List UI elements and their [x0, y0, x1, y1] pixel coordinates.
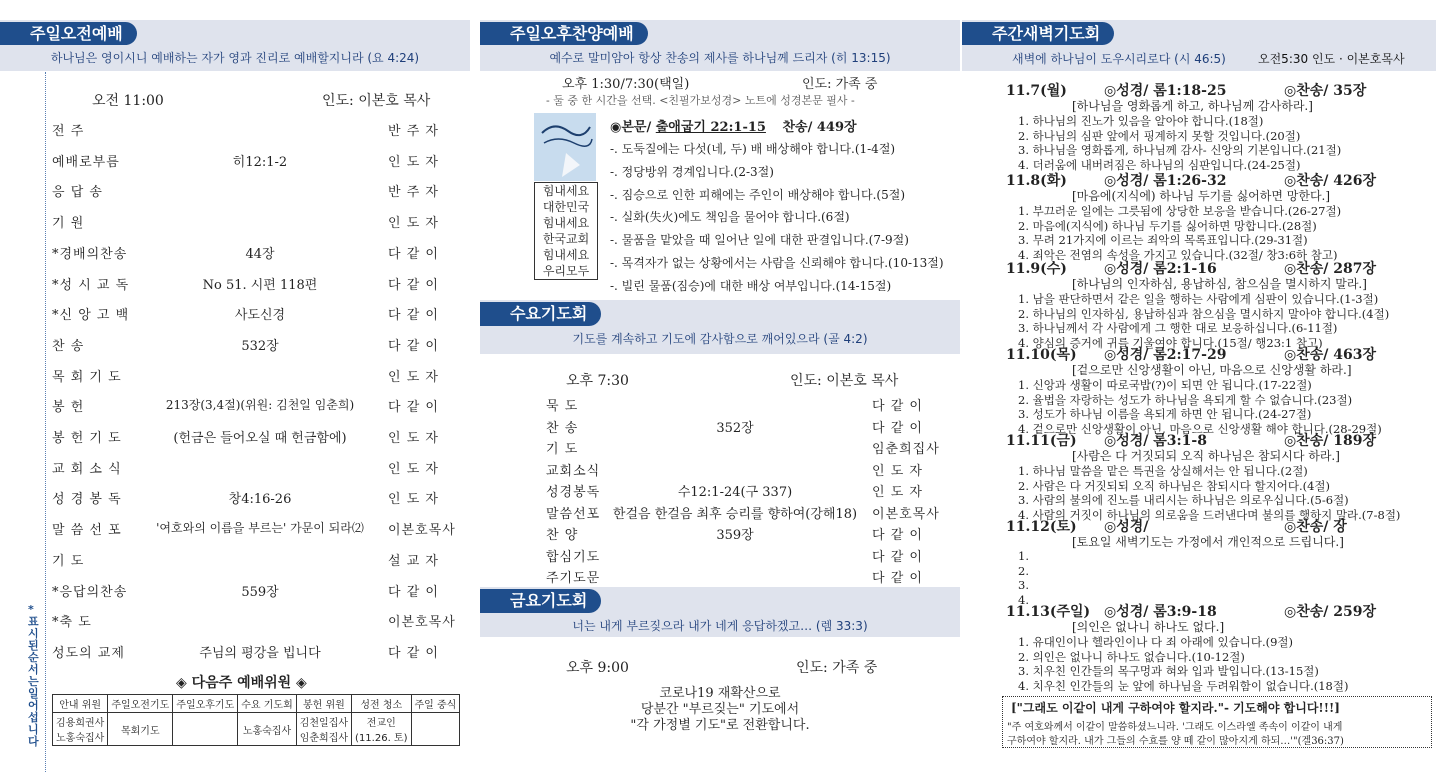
- order-item: 예배로부름: [52, 154, 120, 170]
- day-line: 3. 사람의 불의에 진노를 내리시는 하나님은 의로우십니다.(5-6절): [1018, 493, 1349, 507]
- order-who: 인 도 자: [388, 369, 439, 385]
- order-item: 목 회 기 도: [52, 369, 122, 385]
- morning-banner: [0, 20, 470, 71]
- wednesday-leader: 인도: 이본호 목사: [790, 373, 899, 389]
- day-hymn: ◎찬송/ 장: [1284, 519, 1347, 535]
- order-item: 교 회 소 식: [52, 461, 122, 477]
- friday-line: 당분간 "부르짖는" 기도에서: [640, 702, 800, 717]
- order-detail: No 51. 시편 118편: [202, 277, 318, 293]
- order-detail: 213장(3,4절)(위원: 김천일 임춘희): [165, 398, 355, 413]
- order-detail: 532장: [241, 338, 279, 354]
- day-date: 11.12(토): [1006, 519, 1077, 535]
- order-item: 성 경 봉 독: [52, 492, 122, 508]
- morning-leader: 인도: 이본호 목사: [322, 93, 431, 109]
- day-line: 4.: [1018, 592, 1029, 607]
- friday-banner: [480, 587, 960, 637]
- wed-detail: 352장: [716, 420, 754, 436]
- sermon-point: -. 빌린 물품(짐승)에 대한 배상 여부입니다.(14-15절): [610, 278, 892, 293]
- day-theme: [하나님을 영화롭게 하고, 하나님께 감사하라.]: [1072, 99, 1313, 113]
- quote-head: ["그래도 이같이 내게 구하여야 할지라."- 기도해야 합니다!!!]: [1011, 701, 1340, 715]
- day-date: 11.7(월): [1006, 83, 1067, 99]
- order-item: 찬 송: [52, 338, 85, 354]
- prayer-quote-box: [1002, 696, 1432, 748]
- sermon-point: -. 도둑질에는 다섯(네, 두) 배 배상해야 합니다.(1-4절): [610, 142, 896, 156]
- day-hymn: ◎찬송/ 259장: [1284, 604, 1376, 620]
- wed-detail: 359장: [716, 528, 754, 543]
- day-line: 1. 하나님의 진노가 있음을 알아야 합니다.(18절): [1018, 114, 1264, 128]
- calligraphy-art-icon: [534, 113, 596, 181]
- staff-cell-line: 목회기도: [120, 725, 160, 737]
- order-who: 반 주 자: [388, 124, 439, 139]
- text-label: ◉본문/: [610, 120, 652, 135]
- staff-table: [52, 694, 460, 746]
- day-line: 1.: [1018, 549, 1029, 563]
- day-date: 11.9(수): [1006, 261, 1067, 277]
- day-line: 1. 남을 판단하면서 같은 일을 행하는 사람에게 심판이 있습니다.(1-3절): [1018, 292, 1379, 306]
- staff-header: 주일오전기도: [108, 695, 173, 713]
- day-line: 4. 더러움에 내버려짐은 하나님의 심판입니다.(24-25절): [1018, 157, 1301, 172]
- order-who: 다 같 이: [388, 584, 439, 600]
- order-who: 설 교 자: [388, 553, 439, 569]
- day-line: 2. 의인은 없나니 하나도 없습니다.(10-12절): [1018, 649, 1245, 664]
- afternoon-time: 오후 1:30/7:30(택일): [562, 77, 690, 92]
- wed-who: 다 같 이: [872, 571, 923, 586]
- order-who: 다 같 이: [388, 246, 439, 262]
- staff-cell-line: 노홍숙집사: [242, 725, 292, 737]
- wednesday-verse: 기도를 계속하고 기도에 감사함으로 깨어있으라 (골 4:2): [572, 332, 868, 346]
- order-who: 인 도 자: [388, 461, 439, 477]
- order-who: 다 같 이: [388, 338, 439, 354]
- staff-header: 주일 중식: [411, 695, 460, 713]
- day-bible: ◎성경/ 롬3:1-8: [1104, 433, 1207, 449]
- afternoon-verse: 예수로 말미암아 항상 찬송의 제사를 하나님께 드리자 (히 13:15): [549, 51, 891, 65]
- staff-cell-line: 노홍숙집사: [56, 733, 105, 744]
- day-line: 3. 치우친 인간들의 목구멍과 혀와 입과 발입니다.(13-15절): [1018, 664, 1319, 678]
- standing-note: *표시된 순서는 일어섭니다: [28, 603, 39, 748]
- order-item: *신 앙 고 백: [52, 308, 130, 324]
- day-date: 11.13(주일): [1006, 604, 1091, 620]
- friday-line: 코로나19 재확산으로: [659, 686, 781, 701]
- afternoon-banner: [480, 20, 960, 71]
- dawn-verse: 새벽에 하나님이 도우시리로다 (시 46:5): [1012, 52, 1226, 66]
- wed-item: 찬 송: [546, 420, 579, 436]
- order-who: 다 같 이: [388, 277, 439, 293]
- order-who: 반 주 자: [388, 185, 439, 201]
- friday-line: "각 가정별 기도"로 전환합니다.: [630, 718, 810, 733]
- day-line: 2. 율법을 자랑하는 성도가 하나님을 욕되게 할 수 없습니다.(23절): [1018, 392, 1353, 407]
- order-who: 인 도 자: [388, 431, 439, 446]
- encouragement-line: 힘내세요: [542, 248, 590, 262]
- day-bible: ◎성경/: [1104, 519, 1149, 535]
- order-item: 기 도: [52, 553, 85, 569]
- staff-header: 봉헌 위원: [296, 695, 351, 713]
- day-bible: ◎성경/ 롬1:26-32: [1104, 173, 1227, 189]
- staff-cell: [296, 713, 351, 746]
- staff-cell: [238, 713, 296, 746]
- day-line: 2. 하나님의 인자하심, 용납하심과 참으심을 멸시하지 말아야 합니다.(4절): [1018, 306, 1390, 321]
- staff-title: ◈ 다음주 예배위원 ◈: [176, 675, 307, 691]
- day-line: 1. 신앙과 생활이 따로국밥(?)이 되면 안 됩니다.(17-22절): [1018, 378, 1312, 392]
- day-line: 3. 하나님께서 각 사람에게 그 행한 대로 보응하십니다.(6-11절): [1018, 321, 1338, 335]
- order-detail: 559장: [241, 584, 279, 600]
- staff-cell: [53, 713, 108, 746]
- afternoon-note: - 둘 중 한 시간을 선택. <친필가보성경> 노트에 성경본문 필사 -: [546, 94, 855, 107]
- afternoon-column: [480, 0, 960, 775]
- encouragement-line: 대한민국: [542, 200, 590, 214]
- wed-item: 합심기도: [546, 549, 601, 565]
- encouragement-line: 우리모두: [542, 264, 590, 278]
- afternoon-leader: 인도: 가족 중: [802, 77, 878, 92]
- morning-service-column: [0, 0, 470, 775]
- dawn-prayer-column: [962, 0, 1436, 775]
- order-who: 인 도 자: [388, 492, 439, 508]
- encouragement-line: 힘내세요: [542, 216, 590, 230]
- order-item: *경배의찬송: [52, 246, 128, 262]
- wed-item: 찬 양: [546, 528, 579, 543]
- day-line: 1. 부끄러운 일에는 그릇됨에 상당한 보응을 받습니다.(26-27절): [1018, 204, 1342, 218]
- order-item: 봉 헌 기 도: [52, 431, 122, 446]
- day-date: 11.8(화): [1006, 173, 1067, 189]
- day-line: 2.: [1018, 563, 1029, 578]
- staff-header: 성전 청소: [352, 695, 411, 713]
- text-ref: 출애굽기 22:1-15: [655, 120, 766, 135]
- sermon-point: -. 목격자가 없는 상황에서는 사람을 신뢰해야 합니다.(10-13절): [610, 256, 944, 270]
- day-line: 2. 하나님의 심판 앞에서 핑계하지 못할 것입니다.(20절): [1018, 128, 1301, 143]
- wed-who: 인 도 자: [872, 463, 923, 479]
- wed-item: 성경봉독: [546, 485, 601, 500]
- friday-time: 오후 9:00: [566, 660, 629, 676]
- staff-header: 안내 위원: [53, 695, 108, 713]
- morning-time: 오전 11:00: [92, 93, 164, 109]
- wednesday-title: 수요기도회: [480, 302, 601, 326]
- staff-cell-line: (11.26. 토): [355, 733, 408, 744]
- order-detail: 창4:16-26: [228, 492, 292, 508]
- day-hymn: ◎찬송/ 463장: [1284, 347, 1376, 363]
- day-line: 2. 마음에(지식에) 하나님 두기를 싫어하면 망합니다.(28절): [1018, 218, 1317, 233]
- friday-title: 금요기도회: [480, 589, 601, 613]
- order-who: 인 도 자: [388, 216, 439, 232]
- order-item: *성 시 교 독: [52, 277, 130, 293]
- order-item: 말 씀 선 포: [52, 523, 122, 539]
- dawn-banner: [962, 20, 1436, 71]
- wednesday-time: 오후 7:30: [566, 373, 629, 389]
- afternoon-title: 주일오후찬양예배: [480, 22, 648, 45]
- staff-cell: [352, 713, 411, 746]
- day-theme: [하나님의 인자하심, 용납하심, 참으심을 멸시하지 말라.]: [1072, 277, 1367, 291]
- morning-verse: 하나님은 영이시니 예배하는 자가 영과 진리로 예배할지니라 (요 4:24): [50, 51, 420, 65]
- order-detail: 44장: [245, 246, 275, 262]
- wed-who: 다 같 이: [872, 528, 923, 543]
- wed-item: 교회소식: [546, 463, 601, 479]
- staff-cell: [411, 713, 460, 746]
- day-bible: ◎성경/ 롬1:18-25: [1104, 83, 1227, 99]
- order-item: 봉 헌: [52, 400, 85, 416]
- morning-title: 주일오전예배: [0, 22, 137, 45]
- quote-body-1: "주 여호와께서 이같이 말씀하셨느니라. '그래도 이스라엘 족속이 이같이 내게: [1007, 722, 1343, 733]
- day-line: 3. 하나님을 영화롭게, 하나님께 감사- 신앙의 기본입니다.(21절): [1018, 143, 1342, 157]
- day-line: 4. 치우친 인간들의 눈 앞에 하나님을 두려워함이 없습니다.(18절): [1018, 678, 1349, 693]
- order-who: 인 도 자: [388, 154, 439, 170]
- wed-who: 다 같 이: [872, 420, 923, 436]
- order-item: *응답의찬송: [52, 584, 128, 600]
- day-line: 3. 성도가 하나님 이름을 욕되게 하면 안 됩니다.(24-27절): [1018, 407, 1312, 421]
- day-date: 11.10(목): [1006, 347, 1077, 363]
- day-theme: [의인은 없나니 하나도 없다.]: [1072, 620, 1225, 634]
- staff-cell-line: 임춘희집사: [299, 733, 349, 744]
- order-detail: 주님의 평강을 빕니다: [199, 645, 321, 661]
- order-who: 다 같 이: [388, 400, 439, 416]
- day-bible: ◎성경/ 롬2:1-16: [1104, 261, 1217, 277]
- wed-item: 기 도: [546, 442, 579, 457]
- wed-who: 임춘희집사: [872, 442, 940, 457]
- friday-verse: 너는 내게 부르짖으라 내가 네게 응답하겠고… (렘 33:3): [572, 619, 868, 633]
- dawn-time-leader: 오전5:30 인도 · 이본호목사: [1258, 52, 1405, 66]
- order-detail: (헌금은 들어오실 때 헌금함에): [173, 431, 347, 446]
- wed-item: 주기도문: [546, 571, 601, 586]
- day-line: 1. 하나님 말씀을 맡은 특권을 상실해서는 안 됩니다.(2절): [1018, 464, 1308, 478]
- order-who: 이본호목사: [388, 523, 456, 539]
- day-theme: [사람은 다 거짓되되 오직 하나님은 참되시다 하라.]: [1072, 449, 1340, 463]
- wed-detail: 한걸음 한걸음 최후 승리를 향하여(강해18): [612, 506, 858, 522]
- wed-who: 다 같 이: [872, 399, 923, 414]
- day-bible: ◎성경/ 롬3:9-18: [1104, 604, 1217, 620]
- day-line: 4. 겉으로만 신앙생활이 아닌, 마음으로 신앙생활 해야 합니다.(28-29절): [1018, 421, 1382, 436]
- sermon-text: [610, 116, 857, 135]
- sermon-point: -. 정당방위 경계입니다.(2-3절): [610, 164, 774, 179]
- order-item: 응 답 송: [52, 185, 103, 201]
- day-bible: ◎성경/ 롬2:17-29: [1104, 347, 1227, 363]
- day-hymn: ◎찬송/ 189장: [1284, 433, 1376, 449]
- order-detail: 히12:1-2: [232, 154, 288, 170]
- sermon-point: -. 짐승으로 인한 피해에는 주인이 배상해야 합니다.(5절): [610, 187, 906, 202]
- day-theme: [마음에(지식에) 하나님 두기를 싫어하면 망한다.]: [1072, 189, 1331, 203]
- day-date: 11.11(금): [1006, 433, 1077, 449]
- wed-who: 인 도 자: [872, 485, 923, 500]
- order-item: 기 원: [52, 216, 85, 232]
- wednesday-banner: [480, 300, 960, 354]
- staff-header: 주일오후기도: [173, 695, 238, 713]
- order-who: 다 같 이: [388, 645, 439, 661]
- day-line: 3.: [1018, 578, 1029, 592]
- order-who: 이본호목사: [388, 615, 456, 631]
- wed-who: 다 같 이: [872, 549, 923, 565]
- encouragement-box: [534, 182, 598, 280]
- order-detail: 사도신경: [234, 308, 286, 324]
- day-line: 2. 사람은 다 거짓되되 오직 하나님은 참되시다 할지어다.(4절): [1018, 478, 1331, 493]
- text-hymn: 찬송/ 449장: [782, 120, 857, 135]
- order-detail: '여호와의 이름을 부르는' 가문이 되라⑵: [156, 521, 364, 536]
- day-hymn: ◎찬송/ 287장: [1284, 261, 1376, 277]
- staff-cell-line: 김천일집사: [299, 718, 349, 729]
- day-line: 3. 무려 21가지에 이르는 죄악의 목록표입니다.(29-31절): [1018, 233, 1308, 247]
- staff-header: 수요 기도회: [238, 695, 296, 713]
- friday-leader: 인도: 가족 중: [796, 660, 878, 676]
- divider-line: [45, 72, 46, 772]
- order-item: 전 주: [52, 124, 85, 139]
- day-theme: [겉으로만 신앙생활이 아닌, 마음으로 신앙생활 하라.]: [1072, 363, 1352, 377]
- wed-detail: 수12:1-24(구 337): [677, 485, 793, 500]
- order-item: *축 도: [52, 615, 92, 631]
- order-item: 성도의 교제: [52, 645, 125, 661]
- wed-item: 말씀선포: [546, 506, 601, 522]
- wed-item: 묵 도: [546, 399, 579, 414]
- staff-cell: [108, 713, 173, 746]
- quote-body-2: 구하여야 할지라. 내가 그들의 수효를 양 떼 같이 많아지게 하되…'"(겔36:37): [1007, 736, 1344, 747]
- wed-who: 이본호목사: [872, 506, 940, 522]
- day-line: 4. 사람의 거짓이 하나님의 의로움을 드러낸다며 불의를 행하지 말라.(7-8절): [1018, 507, 1401, 522]
- encouragement-line: 한국교회: [542, 232, 590, 246]
- sermon-point: -. 실화(失火)에도 책임을 물어야 합니다.(6절): [610, 210, 850, 225]
- sermon-point: -. 물품을 맡았을 때 일어난 일에 대한 판결입니다.(7-9절): [610, 233, 909, 248]
- day-hymn: ◎찬송/ 426장: [1284, 173, 1376, 189]
- day-hymn: ◎찬송/ 35장: [1284, 83, 1367, 99]
- day-line: 1. 유대인이나 헬라인이나 다 죄 아래에 있습니다.(9절): [1018, 635, 1294, 649]
- order-who: 다 같 이: [388, 308, 439, 324]
- day-line: 4. 죄악은 전염의 속성을 가지고 있습니다.(32절/ 창3:6하 참고): [1018, 247, 1338, 262]
- encouragement-line: 힘내세요: [542, 184, 590, 198]
- staff-cell-line: 전교인: [366, 718, 396, 729]
- staff-cell-line: 김용희권사: [56, 718, 105, 729]
- staff-cell: [173, 713, 238, 746]
- day-theme: [토요일 새벽기도는 가정에서 개인적으로 드립니다.]: [1072, 535, 1344, 549]
- day-line: 4. 양심의 증거에 귀를 기울여야 합니다.(15절/ 행23:1 참고): [1018, 335, 1323, 350]
- calligraphy-image: [534, 113, 596, 181]
- dawn-title: 주간새벽기도회: [962, 22, 1114, 45]
